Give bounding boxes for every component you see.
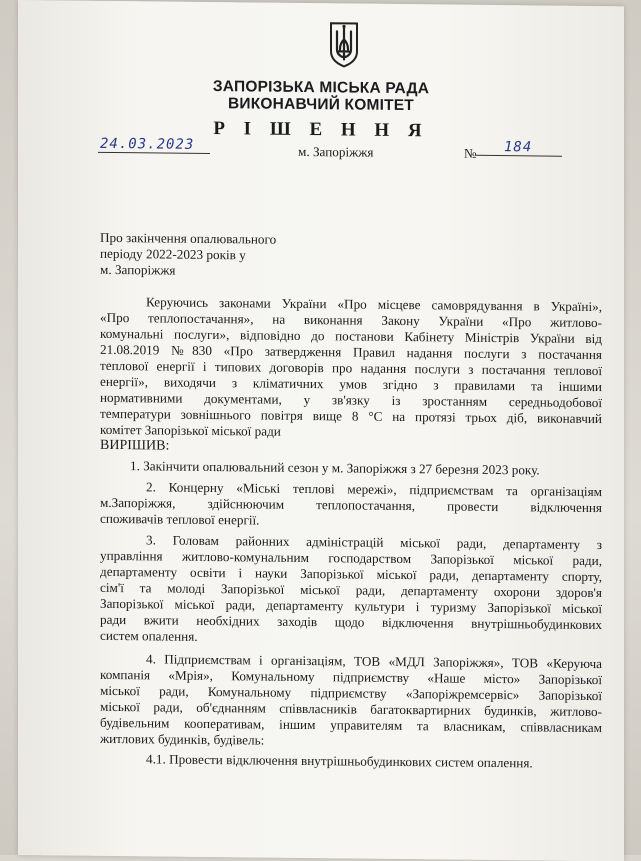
decision-item-4-line: 4. Підприємствам і організаціям, ТОВ «МДЛ Запоріжжя», ТОВ «Керуюча xyxy=(146,651,602,672)
decided-heading: ВИРІШИВ: xyxy=(100,437,170,454)
preamble-line: «Про теплопостачання», на виконання Закону України «Про житлово- xyxy=(100,309,602,331)
decision-item-4-line: міської ради, об'єднанням співвласників багатоквартирних будинків, житлово- xyxy=(100,698,602,720)
decision-item-3-line: департаменту освіти і науки Запорізької міської ради, департаменту спорту, xyxy=(100,563,602,585)
committee-name: ВИКОНАВЧИЙ КОМІТЕТ xyxy=(228,95,414,115)
decision-item-2-line: м.Запоріжжя, здійснюючим теплопостачання, провести відключення xyxy=(100,494,602,516)
subject-line: Про закінчення опалювального xyxy=(100,229,277,247)
decision-item-3-line: ради вжити необхідних заходів щодо відключення внутрішньобудинкових xyxy=(100,611,602,633)
document-page xyxy=(18,0,624,861)
date-underline xyxy=(98,152,210,154)
decision-item-3-line: Запорізької міської ради, департаменту культури і туризму Запорізької міської xyxy=(100,595,602,617)
council-name: ЗАПОРІЗЬКА МІСЬКА РАДА xyxy=(212,78,430,98)
city-label: м. Запоріжжя xyxy=(298,143,374,160)
trident-coat-of-arms-icon xyxy=(329,21,359,67)
decision-item-4-1: 4.1. Провести відключення внутрішньобудинкових систем опалення. xyxy=(146,751,533,771)
preamble-line: 21.08.2019 №830 «Про затвердження Правил надання послуги з постачання xyxy=(100,341,602,363)
decision-item-4-line: компанія «Мрія», Комунальному підприємству «Наше місто» Запорізької xyxy=(100,666,602,688)
decision-item-4-line: міської ради, Комунальному підприємству «Запоріжремсервіс» Запорізької xyxy=(100,682,602,704)
decision-item-3-line: систем опалення. xyxy=(100,627,198,644)
decision-number: 184 xyxy=(504,139,533,156)
decision-item-4-line: житлових будинків, будівель: xyxy=(100,730,265,748)
subject-line: м. Запоріжжя xyxy=(100,261,176,278)
document-type-title: Р І Ш Е Н Н Я xyxy=(213,118,429,142)
decision-item-1: 1. Закінчити опалювальний сезон у м. Запоріжжя з 27 березня 2023 року. xyxy=(130,458,540,478)
decision-item-2-line: споживачів теплової енергії. xyxy=(100,510,260,528)
preamble-line: температури зовнішнього повітря вище 8 °С на протязі трьох діб, виконавчий xyxy=(100,405,602,427)
decision-item-3-line: сім'ї та молоді Запорізької міської ради, департаменту охорони здоров'я xyxy=(100,579,602,601)
preamble-line: нормативними документами, у зв'язку із зростанням середньодобової xyxy=(100,389,602,411)
number-underline xyxy=(476,155,562,157)
preamble-line: комітет Запорізької міської ради xyxy=(100,421,281,439)
decision-item-4-line: будівельним кооперативам, іншим управителям та власникам, співвласникам xyxy=(100,714,602,736)
preamble-line: Керуючись законами України «Про місцеве самоврядування в Україні», xyxy=(146,294,602,315)
preamble-line: енергії», виходячи з кліматичних умов згідно з правилами та іншими xyxy=(100,373,602,395)
decision-item-2-line: 2. Концерну «Міські теплові мережі», підприємствам та організаціям xyxy=(146,479,602,500)
subject-line: періоду 2022-2023 років у xyxy=(100,245,246,263)
decision-item-3-line: управління житлово-комунальним господарством Запорізької міської ради, xyxy=(100,547,602,569)
decision-item-3-line: 3. Головам районних адміністрацій міської ради, департаменту з xyxy=(146,532,602,553)
preamble-line: комунальні послуги», відповідно до постанови Кабінету Міністрів України від xyxy=(100,325,602,347)
number-label: № xyxy=(464,145,477,161)
decision-date: 24.03.2023 xyxy=(100,135,195,153)
preamble-line: теплової енергії і типових договорів про надання послуги з постачання теплової xyxy=(100,357,602,379)
